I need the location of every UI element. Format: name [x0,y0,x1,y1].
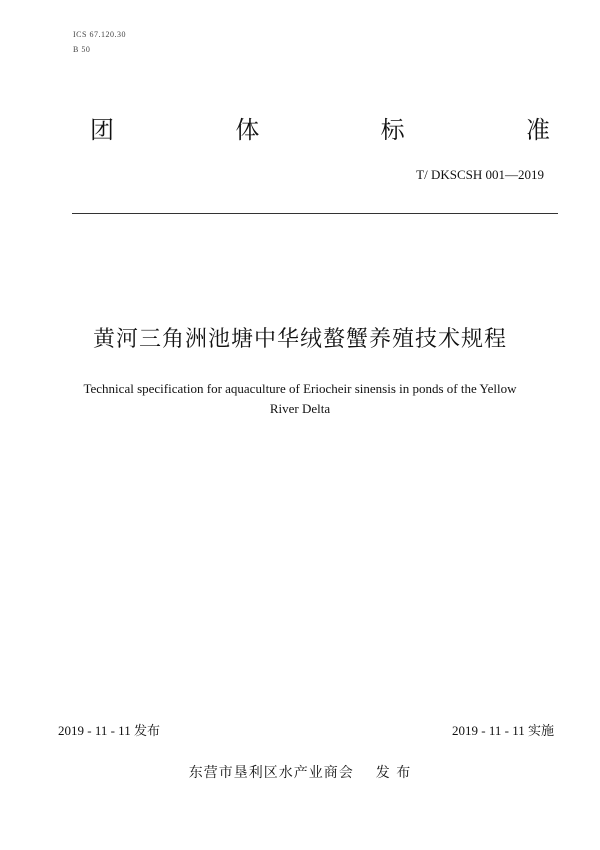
ics-code: ICS 67.120.30 [73,30,126,39]
ccs-code: B 50 [73,45,91,54]
title-english-line-2: River Delta [269,401,331,416]
title-english [40,379,560,419]
document-type-heading [90,110,550,145]
implementation-date: 2019 - 11 - 11 实施 [452,723,554,738]
publish-label: 发 布 [375,765,412,781]
heading-char-3: 标 [380,116,405,144]
issue-date: 2019 - 11 - 11 发布 [58,723,160,738]
heading-char-1: 团 [90,116,114,144]
title-english-line-1: Technical specification for aquaculture of Eriocheir sinensis in ponds of the Yellow [83,381,517,396]
heading-char-2: 体 [235,116,260,144]
heading-char-4: 准 [525,116,550,144]
header-divider [72,213,558,214]
standard-number: T/ DKSCSH 001—2019 [416,167,544,182]
publisher-name: 东营市垦利区水产业商会 [188,765,354,781]
title-chinese: 黄河三角洲池塘中华绒螯蟹养殖技术规程 [92,327,507,352]
publisher-line [0,762,600,782]
